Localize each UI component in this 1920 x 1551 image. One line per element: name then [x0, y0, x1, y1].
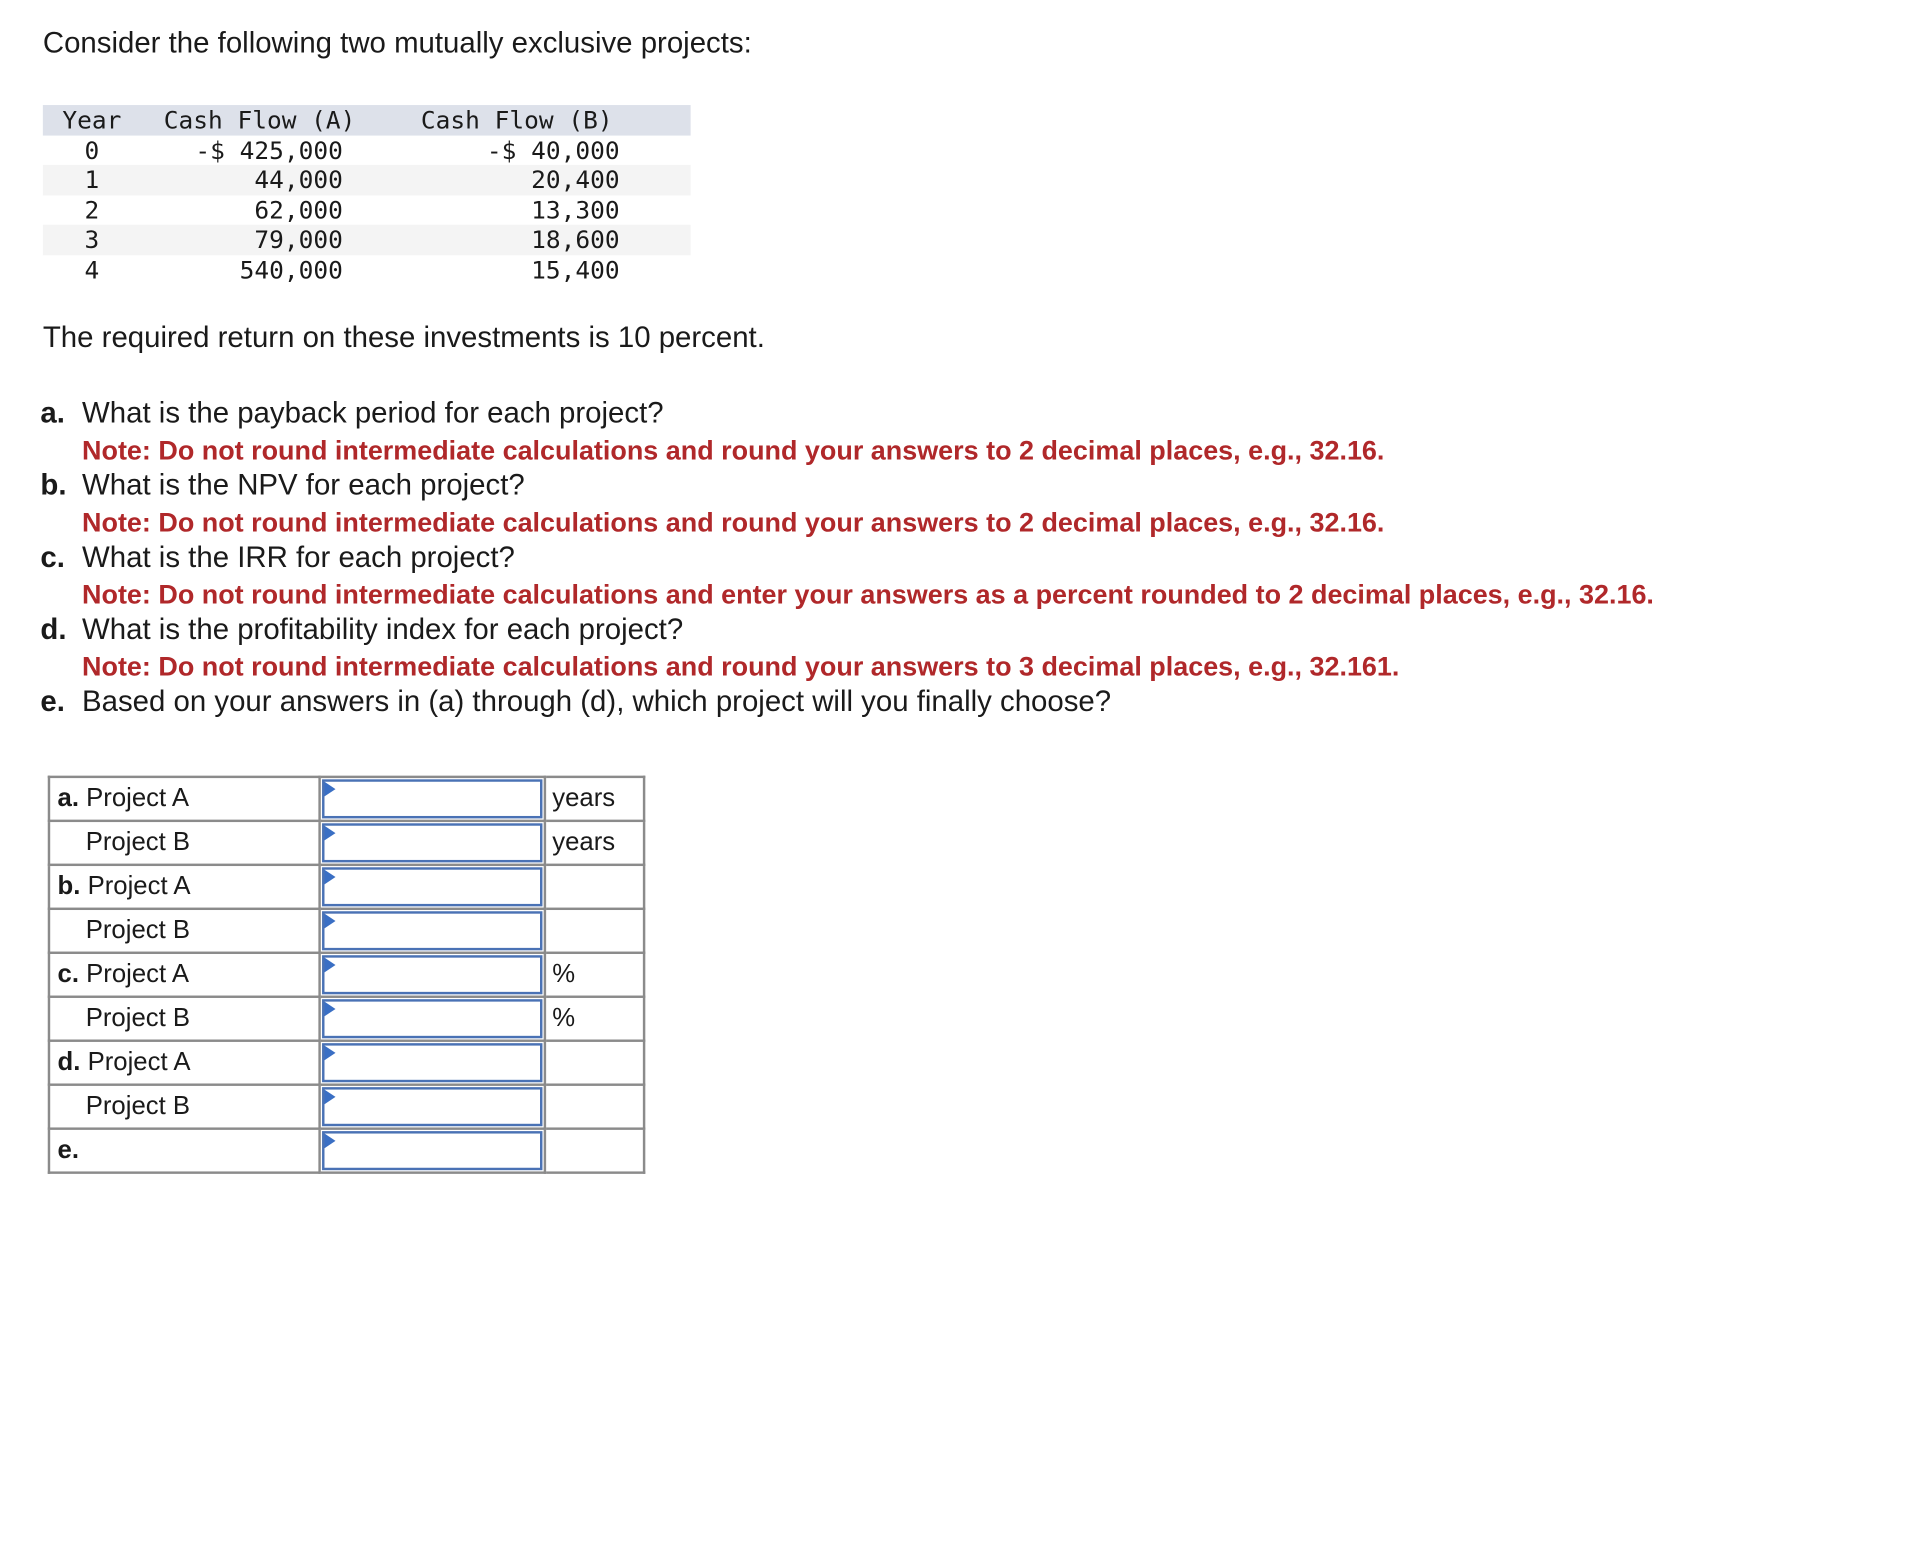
question-text: What is the IRR for each project?: [82, 541, 515, 575]
cash-flow-a-cell: 62,000: [254, 194, 343, 225]
answer-label-text: Project A: [86, 960, 190, 989]
answer-input-box: [322, 1131, 542, 1170]
answer-row: [49, 821, 644, 865]
answer-prefix: b.: [57, 872, 81, 901]
answer-input-cell: [320, 1129, 545, 1173]
npv-b-input[interactable]: [324, 914, 540, 948]
answer-input-cell: [320, 1085, 545, 1129]
intro-text: Consider the following two mutually exclusive projects:: [42, 26, 752, 60]
answer-label: [49, 997, 320, 1041]
answer-unit: %: [545, 997, 644, 1041]
answer-label-text: Project A: [87, 1048, 191, 1077]
answer-unit: [545, 1085, 644, 1129]
answer-input-cell: [320, 953, 545, 997]
answer-prefix: d.: [57, 1048, 81, 1077]
cash-flow-table: [43, 105, 691, 285]
answer-unit: [545, 865, 644, 909]
answer-input-cell: [320, 997, 545, 1041]
answer-label-text: Project B: [85, 1092, 191, 1121]
input-flag-icon: [324, 914, 335, 929]
cash-flow-a-cell: 44,000: [254, 164, 343, 195]
input-flag-icon: [324, 1090, 335, 1105]
question-letter: b.: [40, 469, 67, 503]
cash-flow-row: [43, 195, 691, 225]
answer-label: [49, 1129, 320, 1173]
answer-unit: %: [545, 953, 644, 997]
answer-label-text: Project B: [85, 916, 191, 945]
answer-label-text: Project B: [85, 1004, 191, 1033]
answer-input-cell: [320, 821, 545, 865]
input-flag-icon: [324, 1002, 335, 1017]
question-list: [40, 396, 1877, 720]
project-choice-input[interactable]: [324, 1134, 540, 1168]
cash-flow-row: [43, 165, 691, 195]
question-letter: e.: [40, 685, 65, 719]
input-flag-icon: [324, 958, 335, 973]
answer-input-box: [322, 999, 542, 1038]
answer-label-text: Project A: [87, 872, 191, 901]
answer-input-box: [322, 823, 542, 862]
payback-b-input[interactable]: [324, 826, 540, 860]
answer-row: [49, 1085, 644, 1129]
answer-label: [49, 865, 320, 909]
answer-input-box: [322, 867, 542, 906]
cash-flow-row: [43, 255, 691, 285]
year-cell: 0: [84, 134, 100, 165]
payback-a-input[interactable]: [324, 782, 540, 816]
input-flag-icon: [324, 826, 335, 841]
question-a: [40, 396, 1877, 432]
answer-row: [49, 1041, 644, 1085]
year-cell: 1: [84, 164, 100, 195]
answer-label: [49, 909, 320, 953]
cash-flow-header: [43, 105, 691, 135]
question-c: [40, 540, 1877, 576]
header-year: Year: [62, 105, 122, 135]
cash-flow-b-cell: 13,300: [531, 194, 620, 225]
npv-a-input[interactable]: [324, 870, 540, 904]
cash-flow-b-cell: 15,400: [531, 254, 620, 284]
answer-label: [49, 1041, 320, 1085]
answer-table: [48, 776, 646, 1174]
header-cash-flow-a: Cash Flow (A): [163, 105, 356, 135]
answer-input-box: [322, 779, 542, 818]
answer-unit: years: [545, 821, 644, 865]
required-return-text: The required return on these investments is 10 percent.: [42, 321, 765, 355]
answer-unit: [545, 1129, 644, 1173]
year-cell: 4: [84, 254, 100, 284]
cash-flow-b-cell: -$ 40,000: [486, 134, 620, 165]
input-flag-icon: [324, 1046, 335, 1061]
answer-prefix: e.: [57, 1135, 79, 1165]
irr-a-input[interactable]: [324, 958, 540, 992]
answer-label: [49, 953, 320, 997]
cash-flow-row: [43, 225, 691, 255]
answer-label: [49, 777, 320, 821]
cash-flow-b-cell: 20,400: [531, 164, 620, 195]
answer-label: [49, 1085, 320, 1129]
answer-input-box: [322, 1087, 542, 1126]
year-cell: 2: [84, 194, 100, 225]
question-b: [40, 468, 1877, 504]
year-cell: 3: [84, 224, 100, 255]
answer-row: [49, 865, 644, 909]
answer-label: [49, 821, 320, 865]
answer-label-text: Project B: [85, 828, 191, 857]
question-d: [40, 612, 1877, 648]
answer-row: [49, 777, 644, 821]
answer-row: [49, 1129, 644, 1173]
question-note: Note: Do not round intermediate calculations and round your answers to 2 decimal places, e.g., 32.16.: [82, 506, 1385, 537]
answer-input-cell: [320, 909, 545, 953]
cash-flow-a-cell: 540,000: [239, 254, 343, 284]
pi-a-input[interactable]: [324, 1046, 540, 1080]
answer-row: [49, 997, 644, 1041]
cash-flow-a-cell: -$ 425,000: [195, 134, 343, 165]
question-e: [40, 684, 1877, 720]
irr-b-input[interactable]: [324, 1002, 540, 1036]
question-note: Note: Do not round intermediate calculations and round your answers to 2 decimal places, e.g., 32.16.: [82, 434, 1385, 465]
question-letter: d.: [40, 613, 67, 647]
answer-label-text: Project A: [86, 784, 190, 813]
question-text: What is the profitability index for each project?: [82, 613, 684, 647]
cash-flow-a-cell: 79,000: [254, 224, 343, 255]
question-text: What is the NPV for each project?: [82, 469, 525, 503]
input-flag-icon: [324, 782, 335, 797]
question-note: Note: Do not round intermediate calculations and enter your answers as a percent rounded to 2 decimal places, e.g., 32.16.: [82, 578, 1654, 609]
answer-input-box: [322, 1043, 542, 1082]
answer-input-cell: [320, 865, 545, 909]
header-cash-flow-b: Cash Flow (B): [420, 105, 613, 135]
answer-prefix: c.: [57, 960, 79, 989]
answer-prefix: a.: [57, 784, 79, 813]
answer-input-cell: [320, 777, 545, 821]
answer-row: [49, 909, 644, 953]
answer-input-cell: [320, 1041, 545, 1085]
question-letter: c.: [40, 541, 65, 575]
input-flag-icon: [324, 870, 335, 885]
answer-input-box: [322, 955, 542, 994]
answer-input-box: [322, 911, 542, 950]
answer-unit: years: [545, 777, 644, 821]
cash-flow-b-cell: 18,600: [531, 224, 620, 255]
cash-flow-row: [43, 135, 691, 165]
question-letter: a.: [40, 396, 65, 430]
question-note: Note: Do not round intermediate calculations and round your answers to 3 decimal places, e.g., 32.161.: [82, 650, 1400, 681]
question-text: Based on your answers in (a) through (d), which project will you finally choose?: [82, 685, 1112, 719]
answer-row: [49, 953, 644, 997]
question-text: What is the payback period for each project?: [82, 396, 664, 430]
answer-unit: [545, 1041, 644, 1085]
pi-b-input[interactable]: [324, 1090, 540, 1124]
answer-unit: [545, 909, 644, 953]
input-flag-icon: [324, 1134, 335, 1149]
